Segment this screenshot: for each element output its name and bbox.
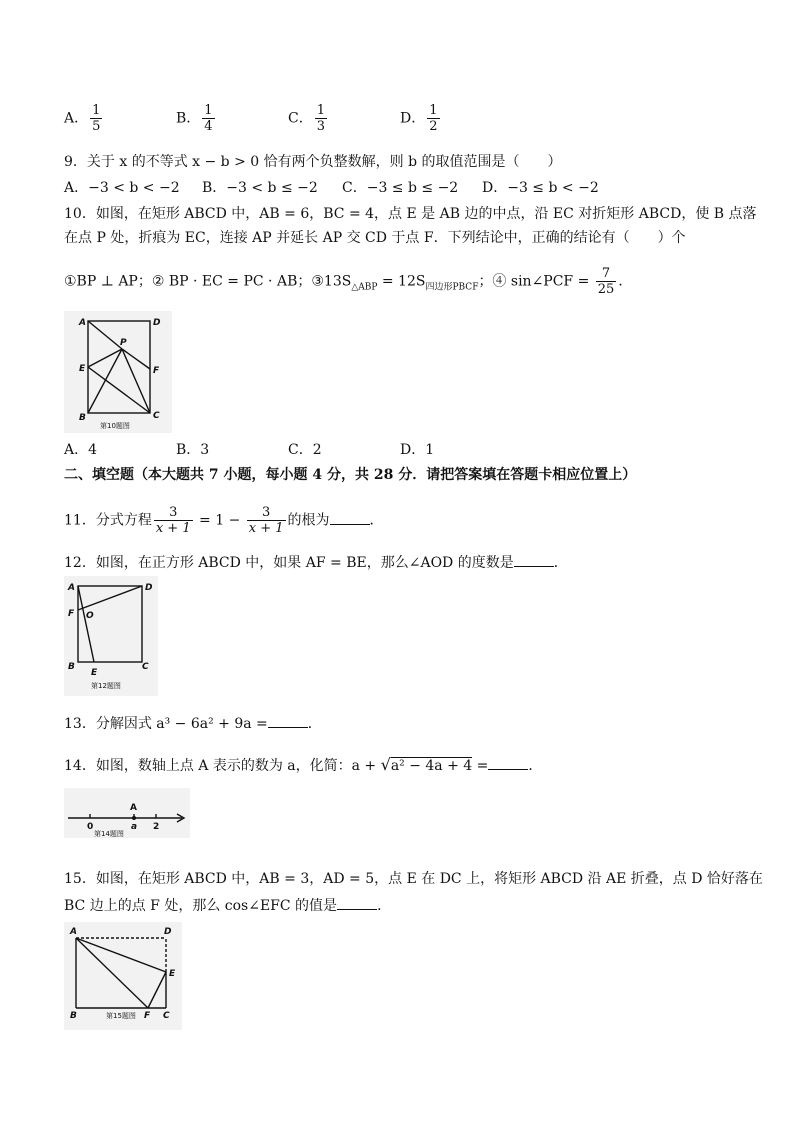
q15-line2: BC 边上的点 F 处，那么 cos∠EFC 的值是 ． [64,895,391,916]
q10-label-p: P [120,338,127,348]
section2-title: 二、填空题（本大题共 7 小题，每小题 4 分，共 28 分．请把答案填在答题卡相应位置上） [64,467,637,483]
q10-line1: 10．如图，在矩形 ABCD 中，AB = 6，BC = 4，点 E 是 AB 边的中点，沿 EC 对折矩形 ABCD，使 B 点落 [64,206,757,222]
q14-caption: 第14题图 [94,830,124,838]
q13-text: 13．分解因式 a³ − 6a² + 9a = ． [64,713,322,734]
q10-label-d: D [153,318,161,328]
q15-label-a: A [70,927,77,937]
q9-option-c: C．−3 ≤ b ≤ −2 [342,180,459,196]
q14-label-a: A [130,803,137,813]
q10-option-b: B．3 [176,442,210,458]
q15-label-d: D [164,927,172,937]
q15-label-b: B [70,1011,77,1021]
q8-option-b: B． $\frac{1}{4}$ [176,103,213,134]
q8-option-a: A． $\frac{1}{5}$ [64,103,101,134]
q12-label-o: O [86,611,94,621]
q15-answer-blank [337,895,377,910]
q12-label-d: D [145,583,153,593]
q12-label-a: A [68,583,75,593]
q10-option-d: D．1 [400,442,435,458]
q9-option-d: D．−3 ≤ b < −2 [482,180,599,196]
q12-figure [64,576,158,696]
q10-figure [64,311,172,433]
q8-option-c: C． $\frac{1}{3}$ [288,103,325,134]
q14-answer-blank [488,755,528,770]
q12-label-b: B [68,662,75,672]
q10-option-a: A．4 [64,442,98,458]
q14-figure [64,788,190,838]
q9-option-b: B．−3 < b ≤ −2 [202,180,318,196]
q10-label-f: F [153,366,160,376]
q10-label-b: B [79,413,86,423]
q11-answer-blank [330,510,370,525]
q15-figure [64,922,182,1030]
q15-label-e: E [169,969,176,979]
q8-option-d: D． $\frac{1}{2}$ [400,103,438,134]
q10-label-c: C [153,411,160,421]
q14-text: 14．如图，数轴上点 A 表示的数为 a，化简：a + √a² − 4a + 4 = ． [64,755,543,774]
q14-label-a-value: a [131,822,138,832]
q13-answer-blank [268,713,308,728]
q15-label-f: F [144,1011,151,1021]
q15-caption: 第15题图 [106,1012,136,1020]
q12-answer-blank [514,552,554,567]
q12-label-c: C [142,662,149,672]
q10-label-e: E [79,364,86,374]
q10-label-a: A [79,318,86,328]
q9-option-a: A．−3 < b < −2 [64,180,180,196]
q10-line2: 在点 P 处，折痕为 EC，连接 AP 并延长 AP 交 CD 于点 F．下列结论中，正确的结论有（ ）个 [64,230,686,246]
q9-text: 9．关于 x 的不等式 x − b > 0 恰有两个负整数解，则 b 的取值范围是（ ） [64,154,562,170]
q10-option-c: C．2 [288,442,322,458]
q14-label-2: 2 [153,822,160,832]
q12-label-e: E [91,668,98,678]
q10-conclusions: ①BP ⊥ AP；② BP · EC = PC · AB；$③13S_{\triangle ABP} = 12S_{四边形PBCF}$；④ sin∠PCF = $\frac{7}{25}$ ． [64,266,633,297]
q15-line1: 15．如图，在矩形 ABCD 中，AB = 3，AD = 5，点 E 在 DC 上，将矩形 ABCD 沿 AE 折叠，点 D 恰好落在 [64,871,763,887]
q12-text: 12．如图，在正方形 ABCD 中，如果 AF = BE，那么∠AOD 的度数是 ． [64,552,568,573]
q12-label-f: F [68,609,75,619]
q15-label-c: C [163,1011,170,1021]
q11-text: 11．分式方程 $\frac{3}{x + 1}$ = 1 − $\frac{3}{x + 1}$ 的根为 ． [64,505,384,536]
q14-label-0: 0 [87,822,94,832]
q12-caption: 第12题图 [91,682,121,690]
q10-caption: 第10题图 [100,422,130,430]
